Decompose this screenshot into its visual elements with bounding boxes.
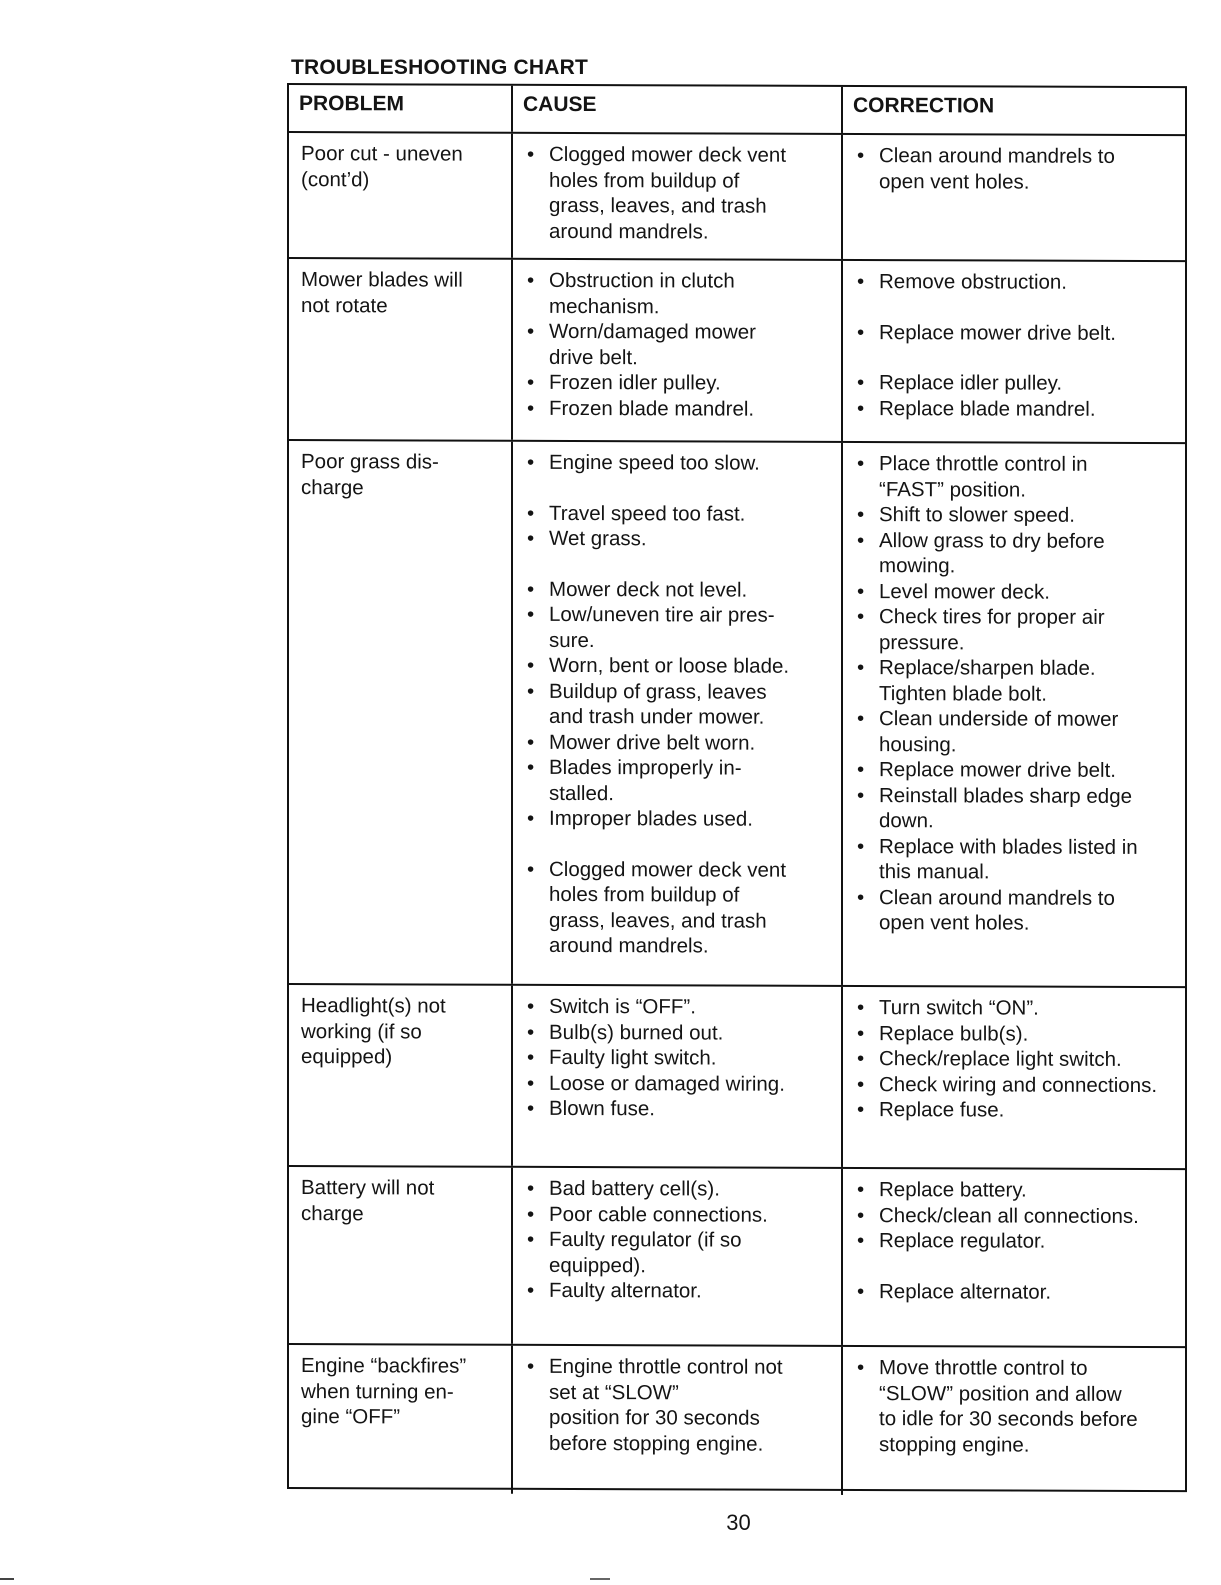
correction-item: • Replace idler pulley. bbox=[855, 370, 1175, 397]
cause-cell bbox=[513, 1346, 843, 1495]
cause-list bbox=[525, 142, 831, 245]
cause-cell bbox=[513, 260, 843, 441]
cause-list bbox=[525, 1176, 831, 1305]
correction-item: • Clean around mandrels to open vent holes. bbox=[855, 143, 1175, 195]
cause-item: • Buildup of grass, leaves and trash under mower. bbox=[525, 678, 831, 730]
cause-cell bbox=[513, 442, 843, 985]
correction-list bbox=[855, 451, 1175, 937]
troubleshooting-table bbox=[287, 83, 1187, 1492]
cause-item: • Travel speed too fast. bbox=[525, 500, 831, 527]
header-cause: CAUSE bbox=[513, 86, 843, 133]
cause-item: • Clogged mower deck vent holes from buildup of grass, leaves, and trash around mandrels. bbox=[525, 142, 831, 245]
correction-list bbox=[855, 1355, 1175, 1458]
header-correction: CORRECTION bbox=[853, 93, 995, 118]
correction-item: • Replace with blades listed in this manual. bbox=[855, 833, 1175, 885]
problem-cell: Headlight(s) not working (if so equipped) bbox=[289, 985, 513, 1166]
correction-item: • Allow grass to dry before mowing. bbox=[855, 527, 1175, 579]
correction-item: • Place throttle control in “FAST” position. bbox=[855, 451, 1175, 503]
header-problem: PROBLEM bbox=[289, 85, 513, 132]
table-row bbox=[289, 133, 1185, 262]
correction-item: • Turn switch “ON”. bbox=[855, 995, 1175, 1022]
table-row bbox=[289, 1345, 1185, 1496]
scan-mark bbox=[0, 1578, 14, 1580]
correction-item: • Replace fuse. bbox=[855, 1097, 1175, 1124]
correction-item: • Move throttle control to “SLOW” position and allow to idle for 30 seconds before stopping engine. bbox=[855, 1355, 1175, 1458]
correction-item: • Replace/sharpen blade. Tighten blade bolt. bbox=[855, 655, 1175, 707]
correction-cell bbox=[843, 443, 1185, 986]
correction-item: • Replace alternator. bbox=[855, 1278, 1175, 1305]
cause-item: • Faulty alternator. bbox=[525, 1278, 831, 1305]
correction-item: • Reinstall blades sharp edge down. bbox=[855, 782, 1175, 834]
cause-item: • Worn/damaged mower drive belt. bbox=[525, 319, 831, 371]
correction-item: • Replace mower drive belt. bbox=[855, 319, 1175, 346]
cause-item: • Clogged mower deck vent holes from buildup of grass, leaves, and trash around mandrels. bbox=[525, 856, 831, 959]
correction-item: • Check/clean all connections. bbox=[855, 1202, 1175, 1229]
correction-item: • Clean underside of mower housing. bbox=[855, 706, 1175, 758]
table-body bbox=[289, 133, 1185, 1496]
cause-list bbox=[525, 268, 831, 422]
cause-item: • Low/uneven tire air pres- sure. bbox=[525, 602, 831, 654]
correction-cell bbox=[843, 261, 1185, 442]
cause-item: • Faulty light switch. bbox=[525, 1045, 831, 1072]
cause-cell bbox=[513, 134, 843, 259]
cause-item: • Faulty regulator (if so equipped). bbox=[525, 1227, 831, 1279]
problem-cell: Poor cut - uneven (cont’d) bbox=[289, 133, 513, 258]
cause-cell bbox=[513, 1168, 843, 1345]
table-header-row bbox=[289, 85, 1185, 136]
cause-item: • Blown fuse. bbox=[525, 1096, 831, 1123]
correction-cell bbox=[843, 1169, 1185, 1346]
table-row bbox=[289, 985, 1185, 1170]
correction-item: • Replace battery. bbox=[855, 1177, 1175, 1204]
correction-item: • Clean around mandrels to open vent holes. bbox=[855, 884, 1175, 936]
correction-item: • Check tires for proper air pressure. bbox=[855, 604, 1175, 656]
cause-cell bbox=[513, 986, 843, 1167]
cause-list bbox=[525, 450, 831, 960]
cause-item: • Mower drive belt worn. bbox=[525, 729, 831, 756]
scan-mark bbox=[590, 1578, 610, 1580]
correction-cell bbox=[843, 135, 1185, 260]
cause-item: • Worn, bent or loose blade. bbox=[525, 653, 831, 680]
problem-cell: Poor grass dis- charge bbox=[289, 441, 513, 984]
cause-list bbox=[525, 994, 831, 1123]
correction-list bbox=[855, 269, 1175, 422]
cause-item: • Bulb(s) burned out. bbox=[525, 1019, 831, 1046]
cause-item: • Loose or damaged wiring. bbox=[525, 1070, 831, 1097]
cause-item: • Improper blades used. bbox=[525, 806, 831, 833]
table-row bbox=[289, 1167, 1185, 1348]
cause-item: • Frozen idler pulley. bbox=[525, 370, 831, 397]
correction-list bbox=[855, 995, 1175, 1124]
correction-cell bbox=[843, 1347, 1185, 1496]
page-number: 30 bbox=[726, 1510, 751, 1535]
page-title: TROUBLESHOOTING CHART bbox=[291, 56, 589, 79]
correction-item: • Level mower deck. bbox=[855, 578, 1175, 605]
problem-cell: Engine “backfires” when turning en- gine “OFF” bbox=[289, 1345, 513, 1494]
problem-cell: Battery will not charge bbox=[289, 1167, 513, 1344]
correction-item: • Shift to slower speed. bbox=[855, 502, 1175, 529]
cause-item: • Engine speed too slow. bbox=[525, 450, 831, 477]
correction-item: • Replace regulator. bbox=[855, 1228, 1175, 1255]
cause-list bbox=[525, 1354, 831, 1457]
cause-item: • Switch is “OFF”. bbox=[525, 994, 831, 1021]
problem-cell: Mower blades will not rotate bbox=[289, 259, 513, 440]
cause-item: • Blades improperly in- stalled. bbox=[525, 755, 831, 807]
correction-item: • Replace blade mandrel. bbox=[855, 395, 1175, 422]
cause-item: • Engine throttle control not set at “SLOW” position for 30 seconds before stopping engine. bbox=[525, 1354, 831, 1457]
cause-item: • Frozen blade mandrel. bbox=[525, 395, 831, 422]
correction-cell bbox=[843, 987, 1185, 1168]
correction-item: • Check/replace light switch. bbox=[855, 1046, 1175, 1073]
cause-item: • Poor cable connections. bbox=[525, 1201, 831, 1228]
correction-item: • Replace mower drive belt. bbox=[855, 757, 1175, 784]
correction-item: • Check wiring and connections. bbox=[855, 1071, 1175, 1098]
cause-item: • Obstruction in clutch mechanism. bbox=[525, 268, 831, 320]
table-row bbox=[289, 259, 1185, 444]
cause-item: • Wet grass. bbox=[525, 526, 831, 553]
correction-list bbox=[855, 1177, 1175, 1305]
correction-item: • Replace bulb(s). bbox=[855, 1020, 1175, 1047]
cause-item: • Bad battery cell(s). bbox=[525, 1176, 831, 1203]
correction-item: • Remove obstruction. bbox=[855, 269, 1175, 296]
cause-item: • Mower deck not level. bbox=[525, 576, 831, 603]
correction-list bbox=[855, 143, 1175, 195]
table-row bbox=[289, 441, 1185, 988]
